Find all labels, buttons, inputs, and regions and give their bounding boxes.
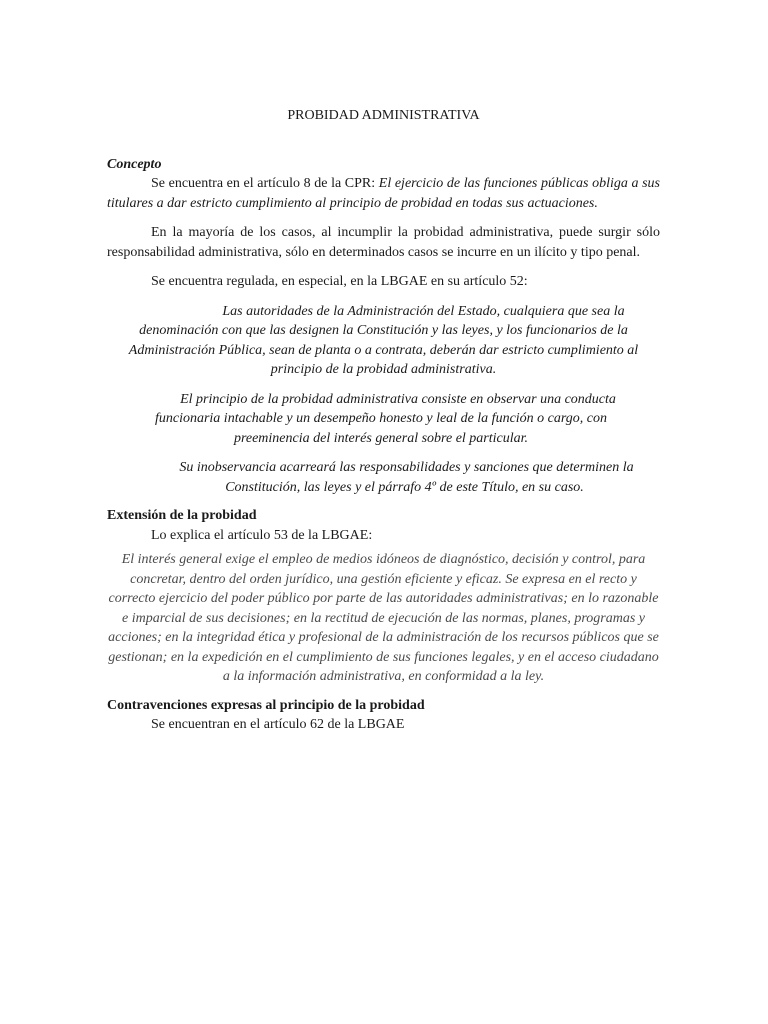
paragraph-lead-text: Se encuentra en el artículo 8 de la CPR:: [151, 176, 379, 191]
paragraph-lbgae-62: Se encuentran en el artículo 62 de la LBGAE: [151, 717, 405, 732]
document-title: PROBIDAD ADMINISTRATIVA: [287, 108, 480, 123]
section-heading-extension: Extensión de la probidad: [107, 508, 257, 523]
paragraph-lbgae-52: Se encuentra regulada, en especial, en la LBGAE en su artículo 52:: [151, 274, 528, 289]
section-heading-concepto: Concepto: [107, 156, 162, 172]
section-heading-contravenciones: Contravenciones expresas al principio de la probidad: [107, 697, 425, 713]
quote-article-52-part2: El principio de la probidad administrativa consiste en observar una conducta funcionaria intachable y un desempeño honesto y leal de la función o cargo, con preeminencia del interés general sobre el particular.: [154, 391, 616, 446]
paragraph-lbgae-53: Lo explica el artículo 53 de la LBGAE:: [151, 527, 373, 543]
paragraph-concepto-cpr: [107, 174, 660, 213]
quote-article-52-part3: Su inobservancia acarreará las responsabilidades y sanciones que determinen la Constitución, las leyes y el párrafo 4º de este Título, en su caso.: [179, 460, 634, 495]
quote-article-53: El interés general exige el empleo de medios idóneos de diagnóstico, decisión y control, para concretar, dentro del orden jurídico, una gestión eficiente y eficaz. Se expresa en el recto y correcto ejercicio del poder público por parte de las autoridades administrativas; en lo razonable e imparcial de sus decisiones; en la rectitud de ejecución de las normas, planes, programas y acciones; en la integridad ética y profesional de la administración de los recursos públicos que se gestionan; en la expedición en el cumplimiento de sus funciones legales, y en el acceso ciudadano a la información administrativa, en conformidad a la ley.: [108, 552, 659, 684]
paragraph-responsabilidad: En la mayoría de los casos, al incumplir la probidad administrativa, puede surgir sólo responsabilidad administrativa, sólo en determinados casos se incurre en un ilícito y tipo penal.: [107, 225, 660, 260]
quote-article-52-part1: Las autoridades de la Administración del Estado, cualquiera que sea la denominación con que las designen la Constitución y las leyes, y los funcionarios de la Administración Pública, sean de planta o a contrata, deberán dar estricto cumplimiento al principio de la probidad administrativa.: [128, 303, 639, 377]
paragraph-italic-quote: El ejercicio de las funciones públicas obliga a sus titulares a dar estricto cumplimiento al principio de probidad en todas sus actuaciones.: [107, 176, 660, 211]
document-content: [107, 106, 660, 735]
